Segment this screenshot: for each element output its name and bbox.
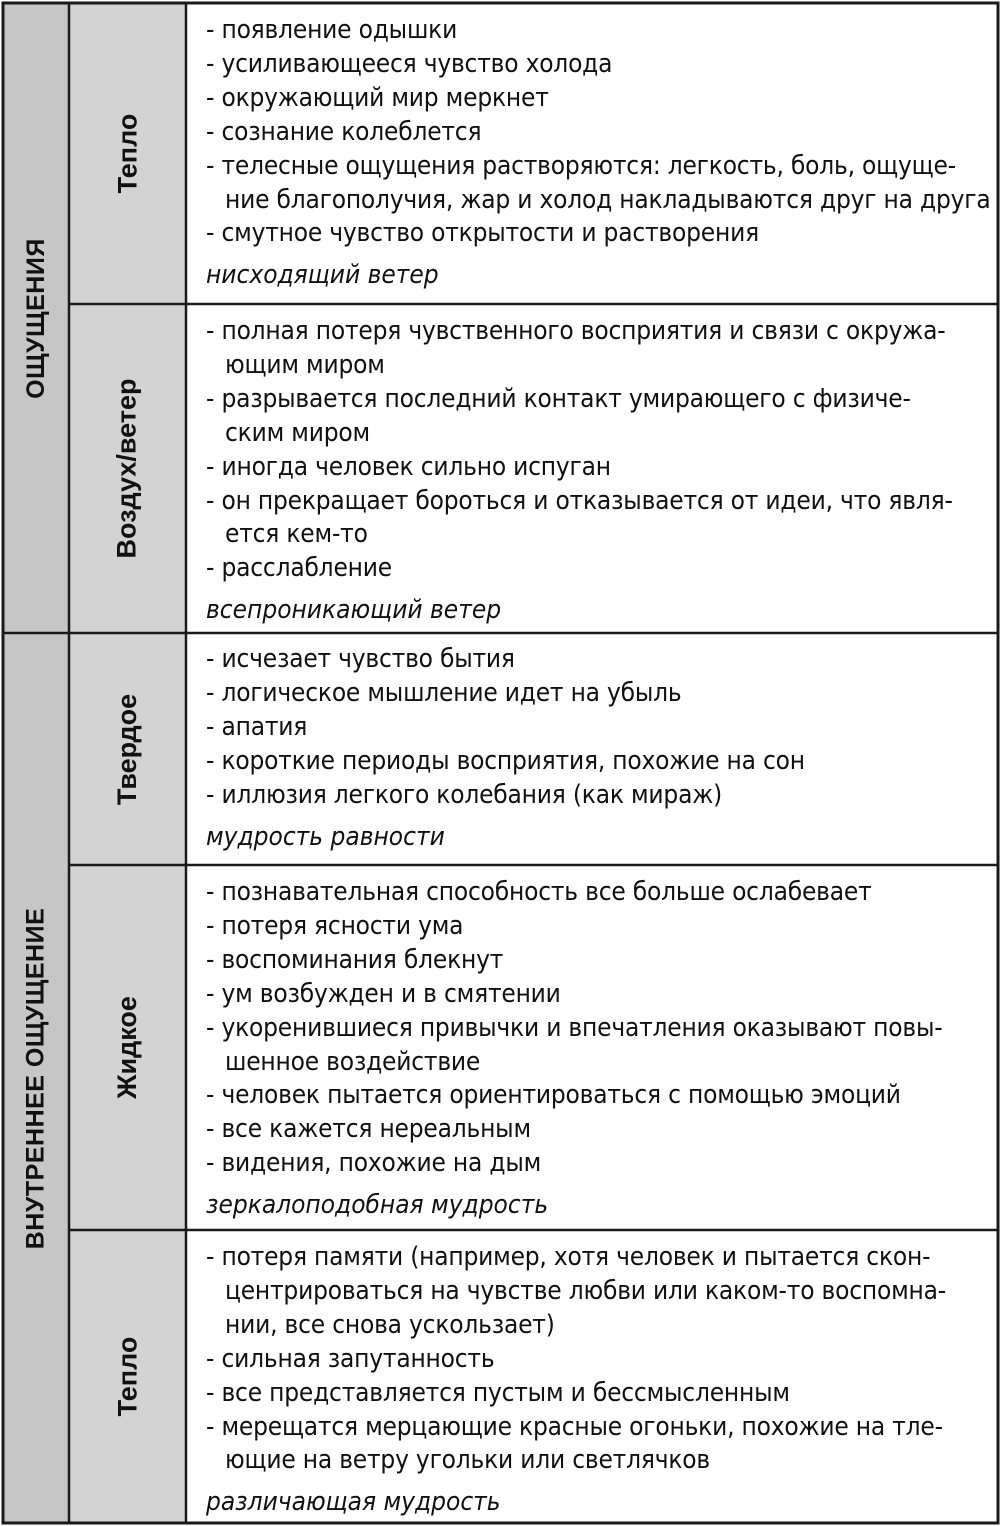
- list-item: [206, 451, 986, 485]
- list-item: [206, 978, 986, 1012]
- list-item-text: - полная потеря чувственного восприятия и связи с окружа-: [206, 316, 946, 346]
- element-label-heat-1: Тепло: [111, 113, 142, 194]
- list-item: [206, 48, 986, 82]
- list-item: [206, 1079, 986, 1113]
- element-label-solid: Твердое: [111, 693, 142, 805]
- list-item-continuation: центрироваться на чувстве любви или каком-то воспомна-: [225, 1275, 947, 1306]
- list-item-continuation: нии, все снова ускользает): [225, 1309, 555, 1340]
- list-item: [206, 1343, 986, 1377]
- list-item-text: - все кажется нереальным: [206, 1114, 531, 1145]
- list-item: [206, 944, 986, 978]
- list-item-text: - иллюзия легкого колебания (как мираж): [206, 779, 723, 810]
- symptom-list: [206, 315, 986, 586]
- list-item: [206, 779, 986, 813]
- list-item-text: - телесные ощущения растворяются: легкость, боль, ощуще-: [206, 150, 956, 181]
- wisdom-term: мудрость равности: [206, 821, 445, 852]
- list-item: [206, 1377, 986, 1411]
- element-label-air-wind: Воздух/ветер: [112, 378, 142, 559]
- list-item-text: - потеря ясности ума: [206, 910, 464, 941]
- list-item: [206, 643, 986, 677]
- group-label-sensations: ОЩУЩЕНИЯ: [21, 237, 50, 399]
- list-item-text: - иногда человек сильно испуган: [206, 451, 611, 482]
- list-item-text: - апатия: [206, 711, 308, 742]
- list-item: [206, 677, 986, 711]
- wisdom-term: различающая мудрость: [206, 1487, 501, 1518]
- element-label-heat-2: Тепло: [111, 1336, 142, 1417]
- wisdom-term: зеркалоподобная мудрость: [206, 1190, 549, 1221]
- element-label-liquid: Жидкое: [112, 996, 142, 1099]
- list-item-text: - все представляется пустым и бессмысленным: [206, 1377, 790, 1408]
- list-item: [206, 711, 986, 745]
- list-item-text: - короткие периоды восприятия, похожие на сон: [206, 745, 805, 776]
- list-item-continuation: ющие на ветру угольки или светлячков: [225, 1445, 710, 1476]
- list-item-text: - окружающий мир меркнет: [206, 82, 549, 113]
- list-item-text: - человек пытается ориентироваться с помощью эмоций: [206, 1080, 901, 1111]
- list-item-text: - мерещатся мерцающие красные огоньки, похожие на тле-: [206, 1411, 943, 1442]
- list-item-text: - расслабление: [206, 553, 392, 584]
- content-cell-solid: [206, 643, 986, 852]
- list-item: [206, 745, 986, 779]
- list-item-continuation: ющим миром: [225, 349, 385, 380]
- list-item-text: - он прекращает бороться и отказывается от идеи, что явля-: [206, 485, 953, 516]
- list-item-text: - логическое мышление идет на убыль: [206, 677, 682, 708]
- list-item: [206, 150, 991, 218]
- list-item-continuation: ние благополучия, жар и холод накладываются друг на друга: [225, 184, 991, 215]
- list-item-text: - исчезает чувство бытия: [206, 644, 515, 674]
- list-item-text: - ум возбужден и в смятении: [206, 978, 561, 1009]
- wind-term: всепроникающий ветер: [206, 595, 502, 626]
- list-item: [206, 383, 986, 451]
- list-item: [206, 1147, 986, 1181]
- content-cell-air-wind: [206, 315, 986, 625]
- symptom-list: [206, 1241, 986, 1478]
- wind-term: нисходящий ветер: [206, 260, 439, 291]
- list-item: [206, 315, 986, 383]
- list-item: [206, 876, 986, 910]
- list-item-text: - видения, похожие на дым: [206, 1148, 542, 1179]
- list-item: [206, 217, 986, 251]
- list-item: [206, 910, 986, 944]
- content-cell-heat-2: [206, 1241, 986, 1517]
- list-item-text: - смутное чувство открытости и растворения: [206, 218, 759, 249]
- list-item-text: - познавательная способность все больше ослабевает: [206, 877, 872, 907]
- list-item: [206, 485, 986, 553]
- list-item: [206, 116, 986, 150]
- list-item-text: - разрывается последний контакт умирающего с физиче-: [206, 383, 911, 414]
- list-item: [206, 1113, 986, 1147]
- list-item-text: - укоренившиеся привычки и впечатления оказывают повы-: [206, 1012, 943, 1043]
- list-item: [206, 1241, 986, 1343]
- content-cell-liquid: [206, 876, 986, 1220]
- symptom-list: [206, 643, 986, 813]
- list-item-text: - сознание колеблется: [206, 116, 482, 147]
- symptom-list: [206, 876, 986, 1181]
- list-item: [206, 14, 986, 48]
- list-item: [206, 552, 986, 586]
- list-item-text: - появление одышки: [206, 15, 458, 45]
- list-item-continuation: ским миром: [225, 417, 370, 448]
- content-cell-heat-1: [206, 14, 991, 291]
- list-item: [206, 82, 986, 116]
- list-item-text: - потеря памяти (например, хотя человек и пытается скон-: [206, 1242, 931, 1272]
- list-item: [206, 1411, 986, 1479]
- list-item-text: - усиливающееся чувство холода: [206, 48, 613, 79]
- list-item-text: - воспоминания блекнут: [206, 944, 504, 975]
- symptom-list: [206, 14, 991, 251]
- group-label-inner-sensation: ВНУТРЕННЕЕ ОЩУЩЕНИЕ: [21, 907, 50, 1249]
- list-item-text: - сильная запутанность: [206, 1343, 495, 1374]
- list-item-continuation: ется кем-то: [225, 519, 368, 550]
- list-item: [206, 1012, 986, 1080]
- list-item-continuation: шенное воздействие: [225, 1046, 481, 1077]
